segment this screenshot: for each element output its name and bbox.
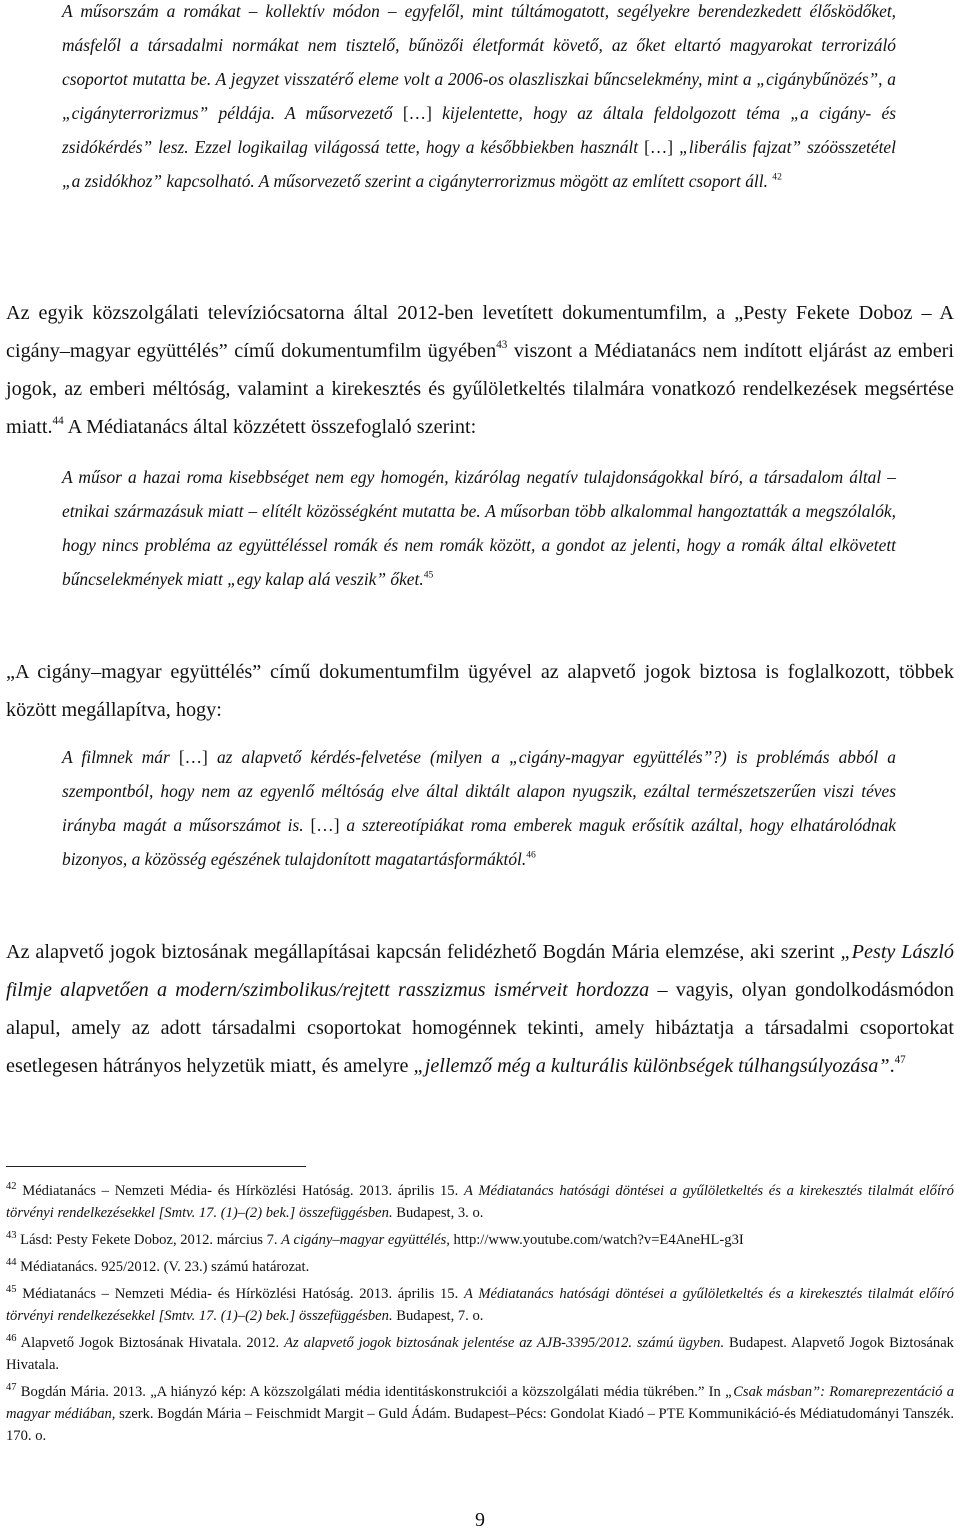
quote-1-text-3: „liberális fajzat” szóösszetétel „a zsidókhoz” kapcsolható. A műsorvezető szerint a cigányterrorizmus mögött az említett csoport áll. (62, 137, 896, 191)
paragraph-2-text: „A cigány–magyar együttélés” című dokumentumfilm ügyével az alapvető jogok biztosa is foglalkozott, többek között megállapítva, hogy: (6, 661, 954, 721)
footnote-text: Budapest. Alapvető Jogok Biztosának Hivatala. (6, 1335, 954, 1373)
block-quote-3 (62, 740, 896, 876)
footnote-number: 47 (6, 1382, 17, 1394)
quote-3-bracket-1: […] (178, 747, 208, 767)
footnote-ref-44: 44 (52, 415, 64, 428)
footnote-link[interactable]: http://www.youtube.com/watch?v=E4AneHL-g3I (449, 1232, 744, 1248)
quote-1-bracket-1: […] (402, 103, 432, 123)
footnote-number: 45 (6, 1284, 17, 1296)
paragraph-3-quote-1: „Pesty László filmje alapvetően a modern/szimbolikus/rejtett rasszizmus ismérveit hordozza (6, 941, 954, 1001)
quote-3-text-2: az alapvető kérdés-felvetése (milyen a „cigány-magyar együttélés”?) is problémás abból a szempontból, hogy nem az egyenlő méltóság elve által diktált alapon nyugszik, ezáltal természetszerűen viszi téves irányba magát a műsorszámot is. (62, 747, 896, 835)
paragraph-3-text-2: – vagyis, olyan gondolkodásmódon alapul, amely az adott társadalmi csoportokat homogénnek tekinti, amely hibáztatja a társadalmi csoportokat esetlegesen hátrányos helyzetük miatt, és amelyre (6, 979, 954, 1077)
footnote-title: „Csak másban”: Romareprezentáció a magyar médiában, (6, 1384, 954, 1422)
block-quote-2 (62, 460, 896, 596)
footnote-title: A Médiatanács hatósági döntései a gyűlöletkeltés és a kirekesztés tilalmát előíró törvényi rendelkezésekkel [Smtv. 17. (1)–(2) bek.] összefüggésben. (6, 1286, 954, 1324)
footnote-ref-45: 45 (423, 569, 434, 581)
quote-1-text-1: A műsorszám a romákat – kollektív módon – egyfelől, mint túltámogatott, segélyekre berendezkedett élősködőket, másfelől a társadalmi normákat nem tisztelő, bűnözői életformát követő, az őket eltartó magyarokat terrorizáló csoportot mutatta be. A jegyzet visszatérő eleme volt a 2006-os olaszliszkai bűncselekmény, mint a „cigánybűnözés”, a „cigányterrorizmus” példája. A műsorvezető (62, 1, 896, 123)
footnote-42 (6, 1180, 954, 1224)
paragraph-1-text-3: A Médiatanács által közzétett összefoglaló szerint: (63, 416, 477, 438)
footnote-text: Médiatanács. 925/2012. (V. 23.) számú határozat. (16, 1259, 310, 1275)
paragraph-3 (6, 933, 954, 1085)
page-number: 9 (475, 1509, 485, 1531)
footnote-text: Médiatanács – Nemzeti Média- és Hírközlési Hatóság. 2013. április 15. (16, 1286, 464, 1302)
block-quote-1 (62, 0, 896, 198)
footnote-46 (6, 1332, 954, 1376)
footnote-number: 46 (6, 1333, 17, 1345)
footnote-text: Médiatanács – Nemzeti Média- és Hírközlési Hatóság. 2013. április 15. (16, 1183, 464, 1199)
footnote-title: A cigány–magyar együttélés, (281, 1232, 450, 1248)
quote-2-text: A műsor a hazai roma kisebbséget nem egy homogén, kizárólag negatív tulajdonságokkal bíró, a társadalom által – etnikai származásuk miatt – elítélt közösségként mutatta be. A műsorban több alkalommal hangoztatták a megszólalók, hogy nincs probléma az együttéléssel romák és nem romák között, a gondot az jelenti, hogy a romák által elkövetett bűncselekmények miatt „egy kalap alá veszik” őket. (62, 467, 896, 589)
quote-3-text-3: a sztereotípiákat roma emberek maguk erősítik azáltal, hogy elhatárolódnak bizonyos, a közösség egészének tulajdonított magatartásformáktól. (62, 815, 896, 869)
paragraph-1-text-2: viszont a Médiatanács nem indított eljárást az emberi jogok, az emberi méltóság, valamint a kirekesztés és gyűlöletkeltés tilalmára vonatkozó rendelkezések megsértése miatt. (6, 340, 954, 438)
quote-3-text-1: A filmnek már (62, 747, 179, 767)
footnote-47 (6, 1381, 954, 1447)
quote-1-text-2: kijelentette, hogy az általa feldolgozott téma „a cigány- és zsidókérdés” lesz. Ezzel logikailag világossá tette, hogy a későbbiekben használt (62, 103, 897, 157)
footnote-ref-43: 43 (496, 339, 508, 352)
footnote-ref-46: 46 (526, 849, 536, 861)
footnote-separator (6, 1166, 306, 1167)
paragraph-1-text-1: Az egyik közszolgálati televíziócsatorna által 2012-ben levetített dokumentumfilm, a „Pesty Fekete Doboz – A cigány–magyar együttélés” című dokumentumfilm ügyében (6, 302, 954, 362)
quote-3-bracket-2: […] (310, 815, 340, 835)
footnote-ref-47: 47 (894, 1054, 906, 1067)
paragraph-1 (6, 294, 954, 446)
paragraph-3-text-3: . (889, 1055, 895, 1077)
footnote-45 (6, 1283, 954, 1327)
paragraph-3-text-1: Az alapvető jogok biztosának megállapításai kapcsán felidézhető Bogdán Mária elemzése, aki szerint (6, 941, 841, 963)
footnotes (6, 1180, 954, 1452)
footnote-number: 42 (6, 1181, 17, 1193)
footnote-title: A Médiatanács hatósági döntései a gyűlöletkeltés és a kirekesztés tilalmát előíró törvényi rendelkezésekkel [Smtv. 17. (1)–(2) bek.] összefüggésben. (6, 1183, 954, 1221)
footnote-text: Budapest, 3. o. (392, 1205, 484, 1221)
footnote-number: 44 (6, 1257, 17, 1269)
footnote-text: Alapvető Jogok Biztosának Hivatala. 2012. (16, 1335, 285, 1351)
paragraph-2 (6, 653, 954, 729)
footnote-text: szerk. Bogdán Mária – Feischmidt Margit – Guld Ádám. Budapest–Pécs: Gondolat Kiadó – PTE Kommunikáció-és Médiatudományi Tanszék. 170. o. (6, 1406, 954, 1444)
footnote-number: 43 (6, 1230, 17, 1242)
quote-1-bracket-2: […] (644, 137, 674, 157)
footnote-text: Budapest, 7. o. (392, 1308, 484, 1324)
paragraph-3-quote-2: „jellemző még a kulturális különbségek túlhangsúlyozása” (413, 1055, 890, 1077)
footnote-title: Az alapvető jogok biztosának jelentése az AJB-3395/2012. számú ügyben. (284, 1335, 725, 1351)
footnote-43 (6, 1229, 954, 1251)
footnote-44 (6, 1256, 954, 1278)
footnote-text: Bogdán Mária. 2013. „A hiányzó kép: A közszolgálati média identitáskonstrukciói a közszolgálati média tükrében.” In (16, 1384, 726, 1400)
footnote-text: Lásd: Pesty Fekete Doboz, 2012. március 7. (16, 1232, 282, 1248)
footnote-ref-42: 42 (772, 171, 782, 183)
